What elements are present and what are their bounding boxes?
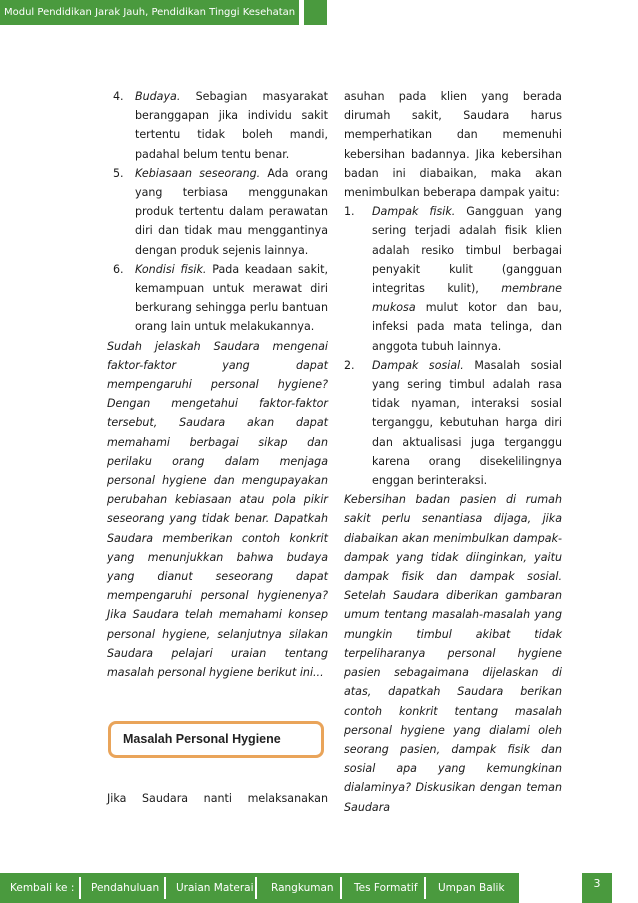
nav-divider (164, 877, 166, 899)
section-title: Masalah Personal Hygiene (123, 732, 281, 746)
list-text: Sebagian masyarakat beranggapan jika individu sakit tertentu tidak boleh mandi, padahal belum tentu benar. (135, 90, 329, 161)
nav-link-rangkuman[interactable]: Rangkuman (271, 882, 334, 894)
nav-divider (79, 877, 81, 899)
impact-list (344, 202, 562, 490)
footer-nav (0, 873, 519, 903)
list-item (107, 260, 328, 337)
section-title-box (108, 721, 324, 758)
list-number: 1. (344, 205, 355, 219)
nav-divider (255, 877, 257, 899)
factor-list (107, 87, 328, 337)
header-title: Modul Pendidikan Jarak Jauh, Pendidikan Tinggi Kesehatan (4, 7, 296, 18)
list-term: Dampak sosial. (372, 358, 464, 372)
nav-link-umpan-balik[interactable]: Umpan Balik (438, 882, 505, 894)
list-item (344, 356, 562, 490)
list-text: Masalah sosial yang sering timbul adalah rasa tidak nyaman, interaksi sosial terganggu, kebutuhan harga diri dan aktualisasi juga terganggu karena orang disekelilingnya enggan berinteraksi. (372, 358, 563, 488)
list-item (107, 164, 328, 260)
list-item (344, 202, 562, 356)
header-accent-block (304, 0, 327, 25)
module-header (0, 0, 299, 25)
body-text-start: Jika Saudara nanti melaksanakan (107, 792, 328, 805)
discussion-paragraph: Kebersihan badan pasien di rumah sakit perlu senantiasa dijaga, jika diabaikan akan menimbulkan dampak-dampak yang tidak diinginkan, yaitu dampak fisik dan dampak sosial. Setelah Saudara diberikan gambaran umum tentang masalah-masalah yang mungkin timbul akibat tidak terpeliharanya personal hygiene pasien sebagaimana dijelaskan di atas, dapatkah Saudara berikan contoh konkrit tentang masalah personal hygiene yang dialami oleh seorang pasien, dampak fisik dan sosial apa yang kemungkinan dialaminya? Diskusikan dengan teman Saudara (344, 493, 562, 814)
list-number: 4. (113, 90, 124, 103)
right-column (344, 87, 562, 817)
list-term-inline: membrane mukosa (372, 282, 562, 315)
list-term: Kebiasaan seseorang. (135, 166, 261, 180)
intro-paragraph: asuhan pada klien yang berada dirumah sakit, Saudara harus memperhatikan dan memenuhi kebersihan badannya. Jika kebersihan badan ini diabaikan, maka akan menimbulkan beberapa dampak yaitu: (344, 90, 562, 200)
list-text: Gangguan yang sering terjadi adalah fisik klien adalah resiko timbul berbagai penyakit kulit (gangguan integritas kulit), (372, 205, 562, 296)
list-term: Kondisi fisik. (135, 262, 207, 276)
reflection-paragraph: Sudah jelaskah Saudara mengenai faktor-faktor yang dapat mempengaruhi personal hygiene? Dengan mengetahui faktor-faktor tersebut, Saudara akan dapat memahami berbagai sikap dan perilaku orang dalam menjaga personal hygiene dan mengupayakan perubahan kebiasaan atau pola pikir seseorang yang tidak benar. Dapatkah Saudara memberikan contoh konkrit yang menunjukkan bahwa budaya yang dianut seseorang dapat mempengaruhi personal hygienenya? Jika Saudara telah memahami konsep personal hygiene, selanjutnya silakan Saudara pelajari uraian tentang masalah personal hygiene berikut ini... (107, 339, 328, 680)
list-text: Pada keadaan sakit, kemampuan untuk merawat diri berkurang sehingga perlu bantuan orang lain untuk melakukannya. (135, 262, 328, 334)
list-term: Dampak fisik. (372, 205, 456, 219)
back-to-label: Kembali ke : (10, 882, 75, 894)
list-term: Budaya. (135, 90, 181, 103)
nav-divider (340, 877, 342, 899)
list-number: 6. (113, 262, 124, 276)
left-column (107, 87, 328, 682)
nav-divider (424, 877, 426, 899)
list-number: 5. (113, 166, 124, 180)
nav-link-uraian-materai[interactable]: Uraian Materai (176, 882, 254, 894)
page-number: 3 (582, 873, 612, 903)
nav-link-tes-formatif[interactable]: Tes Formatif (354, 882, 418, 894)
list-number: 2. (344, 358, 355, 372)
list-text: Ada orang yang terbiasa menggunakan produk tertentu dalam perawatan diri dan tidak mau menggantinya dengan produk sejenis lainnya. (135, 166, 328, 257)
list-item (107, 87, 328, 164)
list-text: mulut kotor dan bau, infeksi pada mata telinga, dan anggota tubuh lainnya. (372, 301, 562, 353)
nav-link-pendahuluan[interactable]: Pendahuluan (91, 882, 160, 894)
